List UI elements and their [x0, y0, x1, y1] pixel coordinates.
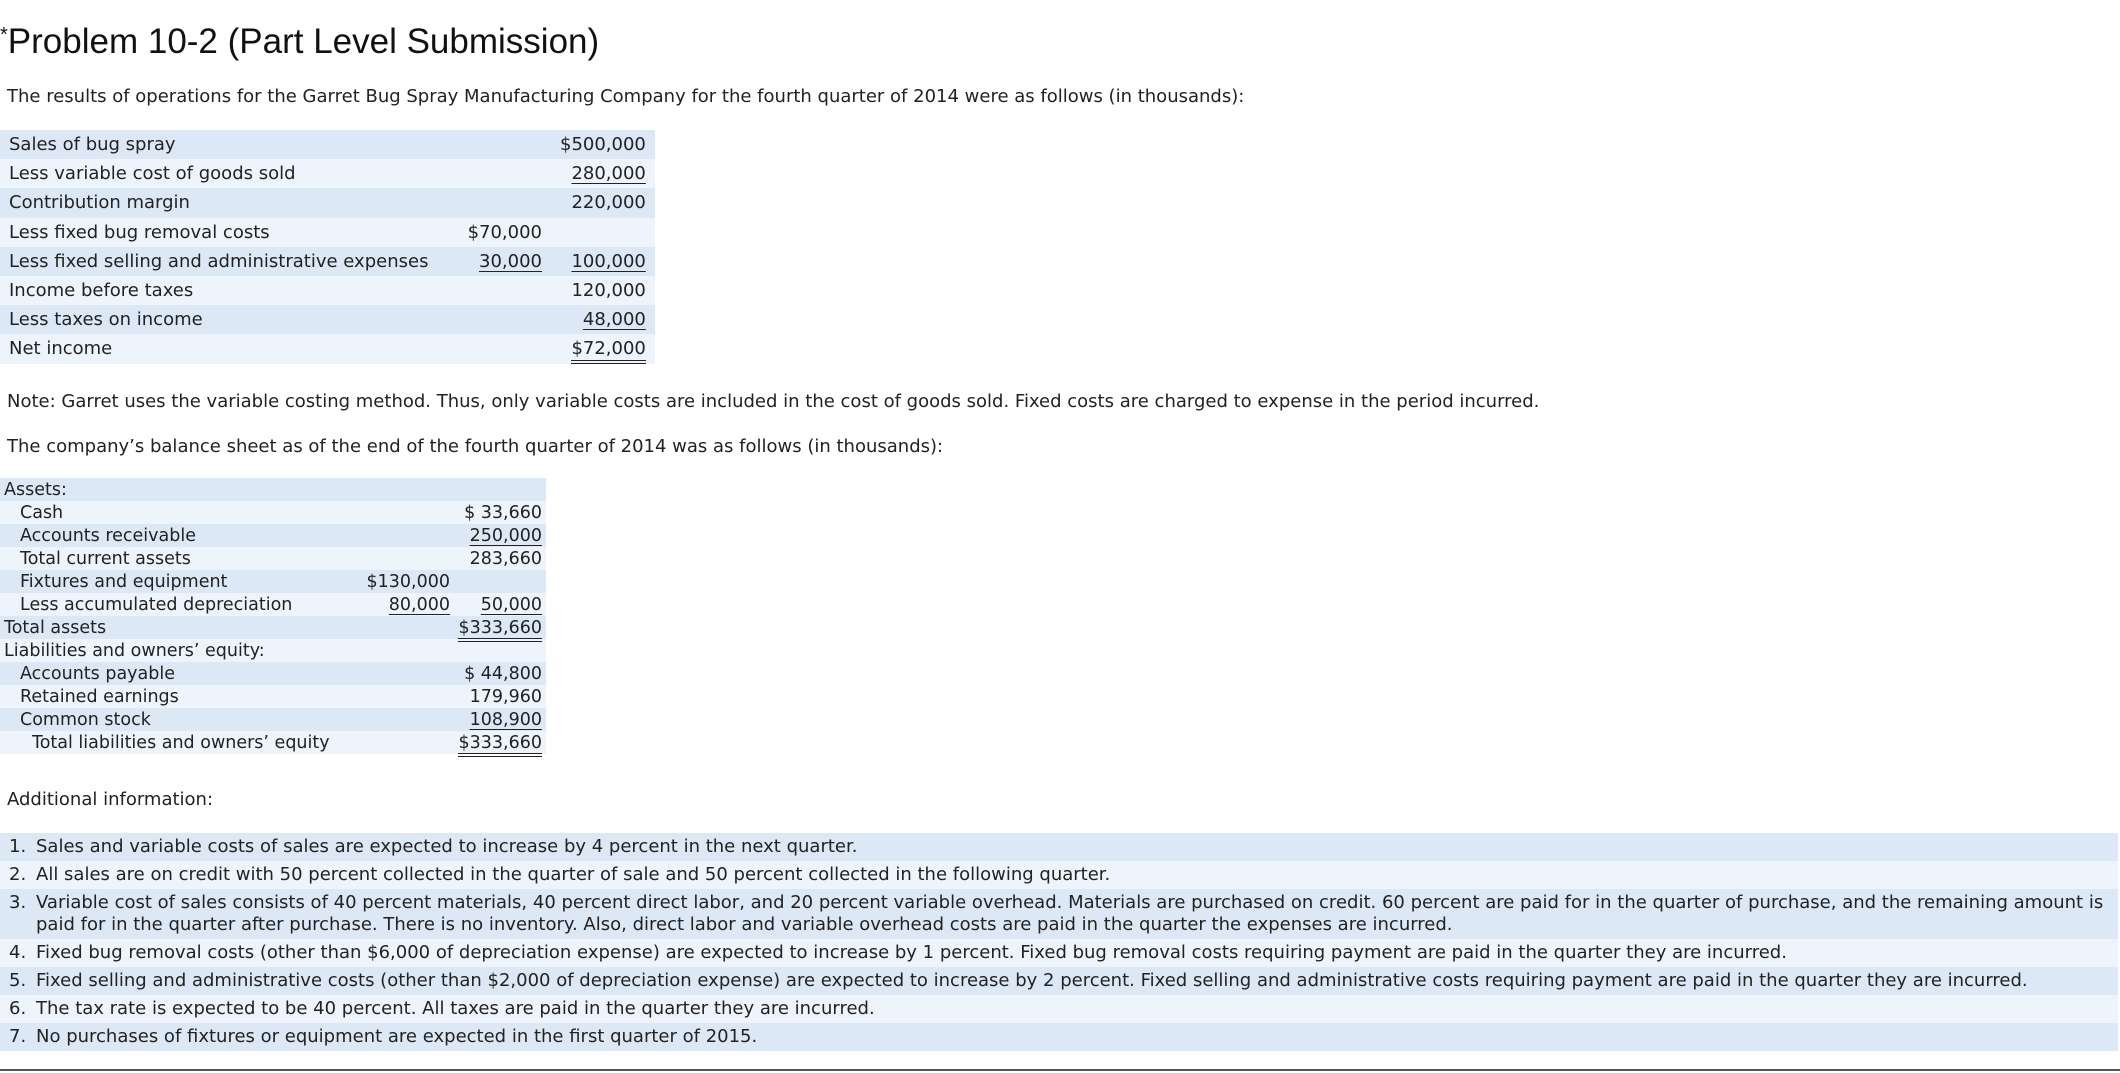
balance-intro-text: The company’s balance sheet as of the end of the fourth quarter of 2014 was as follows (in thousands):: [7, 436, 944, 457]
item-number: 6.: [9, 998, 27, 1019]
row-subtotal: [438, 276, 551, 305]
row-label: Retained earnings: [0, 685, 356, 708]
row-total: 50,000: [480, 594, 542, 615]
table-row: [0, 334, 655, 363]
item-number: 3.: [9, 892, 27, 913]
row-total: 280,000: [571, 163, 646, 185]
item-number: 5.: [9, 970, 27, 991]
table-row: [0, 218, 655, 247]
balance-sheet-table: [0, 478, 546, 754]
row-subtotal: 30,000: [479, 250, 542, 272]
row-total: [454, 478, 546, 501]
row-total: [454, 639, 546, 662]
item-text: Variable cost of sales consists of 40 percent materials, 40 percent direct labor, and 20 percent variable overhead. Materials are purchased on credit. 60 percent are paid for in the quarter of purchase, and the remaining amount is paid for in the quarter after purchase. There is no inventory. Also, direct labor and variable overhead costs are paid in the quarter the expenses are incurred.: [36, 892, 2104, 935]
row-total: [551, 218, 655, 247]
row-label: Total current assets: [0, 547, 356, 570]
row-total: 108,900: [469, 709, 542, 730]
list-item: [0, 833, 2118, 861]
table-row: [0, 478, 546, 501]
required-marker: *: [0, 24, 8, 46]
row-total: $ 44,800: [454, 662, 546, 685]
page-title: [0, 22, 599, 62]
table-row: [0, 159, 655, 188]
row-total: $333,660: [458, 618, 542, 642]
row-label: Accounts receivable: [0, 524, 356, 547]
income-statement-table: [0, 130, 655, 364]
row-total: 179,960: [454, 685, 546, 708]
table-row: [0, 708, 546, 731]
table-row: [0, 593, 546, 616]
section-heading: Liabilities and owners’ equity:: [0, 639, 356, 662]
list-item: [0, 939, 2118, 967]
row-subtotal: [438, 188, 551, 217]
row-subtotal: [356, 639, 454, 662]
item-text: Fixed bug removal costs (other than $6,000 of depreciation expense) are expected to increase by 1 percent. Fixed bug removal costs requiring payment are paid in the quarter they are incurred.: [36, 942, 1787, 963]
row-subtotal: [356, 478, 454, 501]
row-label: Net income: [0, 334, 438, 363]
row-subtotal: [356, 731, 454, 754]
row-label: Less accumulated depreciation: [0, 593, 356, 616]
table-row: [0, 305, 655, 334]
row-label: Less fixed selling and administrative expenses: [0, 247, 438, 276]
item-number: 4.: [9, 942, 27, 963]
row-subtotal: [356, 524, 454, 547]
row-subtotal: [356, 547, 454, 570]
row-label: Less taxes on income: [0, 305, 438, 334]
row-subtotal: [438, 334, 551, 363]
row-label: Fixtures and equipment: [0, 570, 356, 593]
list-item: [0, 1023, 2118, 1051]
page-title-text: Problem 10-2 (Part Level Submission): [7, 22, 600, 61]
table-row: [0, 570, 546, 593]
row-label: Contribution margin: [0, 188, 438, 217]
row-subtotal: $130,000: [356, 570, 454, 593]
item-text: All sales are on credit with 50 percent collected in the quarter of sale and 50 percent collected in the following quarter.: [36, 864, 1111, 885]
row-label: Less fixed bug removal costs: [0, 218, 438, 247]
table-row: [0, 685, 546, 708]
table-row: [0, 547, 546, 570]
row-label: Total assets: [0, 616, 356, 639]
row-total: 283,660: [454, 547, 546, 570]
item-text: The tax rate is expected to be 40 percent. All taxes are paid in the quarter they are incurred.: [36, 998, 875, 1019]
row-subtotal: [356, 616, 454, 639]
row-total: $ 33,660: [454, 501, 546, 524]
item-number: 7.: [9, 1026, 27, 1047]
row-subtotal: [438, 159, 551, 188]
row-subtotal: 80,000: [388, 594, 450, 615]
additional-heading: Additional information:: [7, 789, 214, 810]
additional-info-list: [0, 833, 2118, 1051]
row-total: 220,000: [551, 188, 655, 217]
row-subtotal: [356, 501, 454, 524]
table-row: [0, 247, 655, 276]
table-row: [0, 639, 546, 662]
table-row: [0, 524, 546, 547]
list-item: [0, 889, 2118, 939]
list-item: [0, 861, 2118, 889]
row-subtotal: [356, 708, 454, 731]
intro-text: The results of operations for the Garret Bug Spray Manufacturing Company for the fourth quarter of 2014 were as follows (in thousands):: [7, 86, 1245, 107]
row-label: Income before taxes: [0, 276, 438, 305]
row-label: Total liabilities and owners’ equity: [0, 731, 356, 754]
list-item: [0, 967, 2118, 995]
item-number: 2.: [9, 864, 27, 885]
item-text: Sales and variable costs of sales are expected to increase by 4 percent in the next quarter.: [36, 836, 858, 857]
row-label: Less variable cost of goods sold: [0, 159, 438, 188]
note-text: Note: Garret uses the variable costing method. Thus, only variable costs are included in the cost of goods sold. Fixed costs are charged to expense in the period incurred.: [7, 391, 1540, 412]
row-total: $500,000: [551, 130, 655, 159]
row-label: Cash: [0, 501, 356, 524]
row-subtotal: $70,000: [438, 218, 551, 247]
row-total: 100,000: [571, 250, 646, 272]
table-row: [0, 662, 546, 685]
section-heading: Assets:: [0, 478, 356, 501]
table-row: [0, 188, 655, 217]
row-total: $333,660: [458, 733, 542, 757]
item-text: Fixed selling and administrative costs (other than $2,000 of depreciation expense) are expected to increase by 2 percent. Fixed selling and administrative costs requiring payment are paid in the quarter they are incurred.: [36, 970, 2028, 991]
item-text: No purchases of fixtures or equipment are expected in the first quarter of 2015.: [36, 1026, 758, 1047]
row-subtotal: [438, 305, 551, 334]
row-label: Accounts payable: [0, 662, 356, 685]
table-row: [0, 616, 546, 639]
row-total: 250,000: [469, 525, 542, 546]
table-row: [0, 731, 546, 754]
row-total: [454, 570, 546, 593]
row-total: $72,000: [571, 338, 645, 364]
row-label: Common stock: [0, 708, 356, 731]
row-subtotal: [356, 685, 454, 708]
table-row: [0, 501, 546, 524]
item-number: 1.: [9, 836, 27, 857]
row-subtotal: [438, 130, 551, 159]
row-subtotal: [356, 662, 454, 685]
table-row: [0, 130, 655, 159]
list-item: [0, 995, 2118, 1023]
table-row: [0, 276, 655, 305]
bottom-divider: [0, 1069, 2120, 1071]
row-total: 120,000: [551, 276, 655, 305]
row-label: Sales of bug spray: [0, 130, 438, 159]
row-total: 48,000: [582, 309, 646, 331]
